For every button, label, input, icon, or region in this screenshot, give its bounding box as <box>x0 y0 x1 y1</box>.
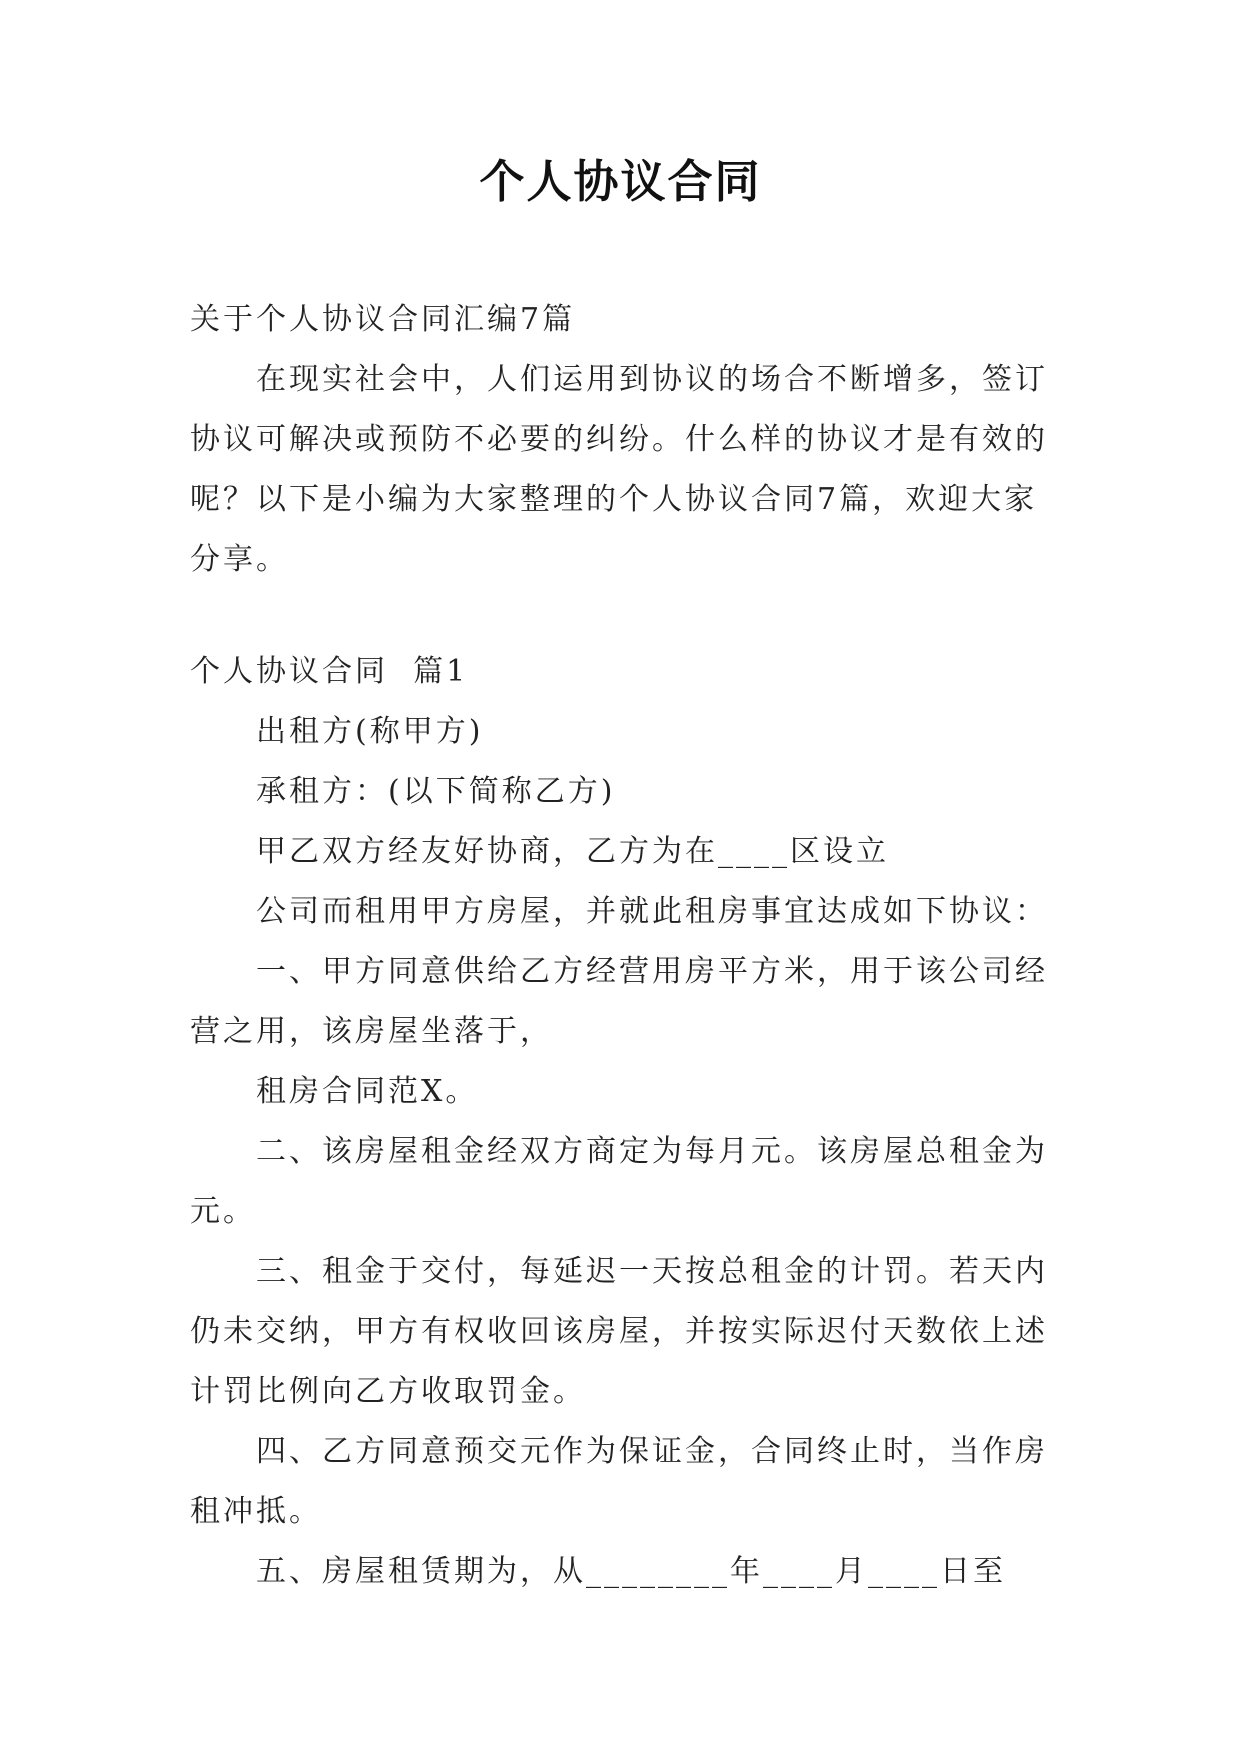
intro-paragraph: 在现实社会中，人们运用到协议的场合不断增多，签订协议可解决或预防不必要的纠纷。什么样的协议才是有效的呢？以下是小编为大家整理的个人协议合同7篇，欢迎大家分享。 <box>190 362 1048 577</box>
paragraph-purpose: 公司而租用甲方房屋，并就此租房事宜达成如下协议： <box>256 894 1048 929</box>
clause-2: 二、该房屋租金经双方商定为每月元。该房屋总租金为元。 <box>190 1134 1048 1229</box>
paragraph-lessee: 承租方：(以下简称乙方) <box>256 774 616 809</box>
clause-1: 一、甲方同意供给乙方经营用房平方米，用于该公司经营之用，该房屋坐落于， <box>190 954 1048 1049</box>
paragraph-lessor: 出租方(称甲方) <box>256 714 484 749</box>
document-subtitle: 关于个人协议合同汇编7篇 <box>190 302 576 337</box>
clause-4: 四、乙方同意预交元作为保证金，合同终止时，当作房租冲抵。 <box>190 1434 1048 1529</box>
document-title: 个人协议合同 <box>479 155 762 208</box>
paragraph-template-note: 租房合同范X。 <box>256 1074 479 1109</box>
clause-5: 五、房屋租赁期为，从________年____月____日至 <box>256 1554 1006 1589</box>
document-body <box>190 290 1052 1602</box>
section-heading: 个人协议合同 篇1 <box>190 654 469 689</box>
paragraph-negotiation: 甲乙双方经友好协商，乙方为在____区设立 <box>256 834 889 869</box>
clause-3: 三、租金于交付，每延迟一天按总租金的计罚。若天内仍未交纳，甲方有权收回该房屋，并按实际迟付天数依上述计罚比例向乙方收取罚金。 <box>190 1254 1048 1409</box>
section-spacer <box>190 590 1052 642</box>
